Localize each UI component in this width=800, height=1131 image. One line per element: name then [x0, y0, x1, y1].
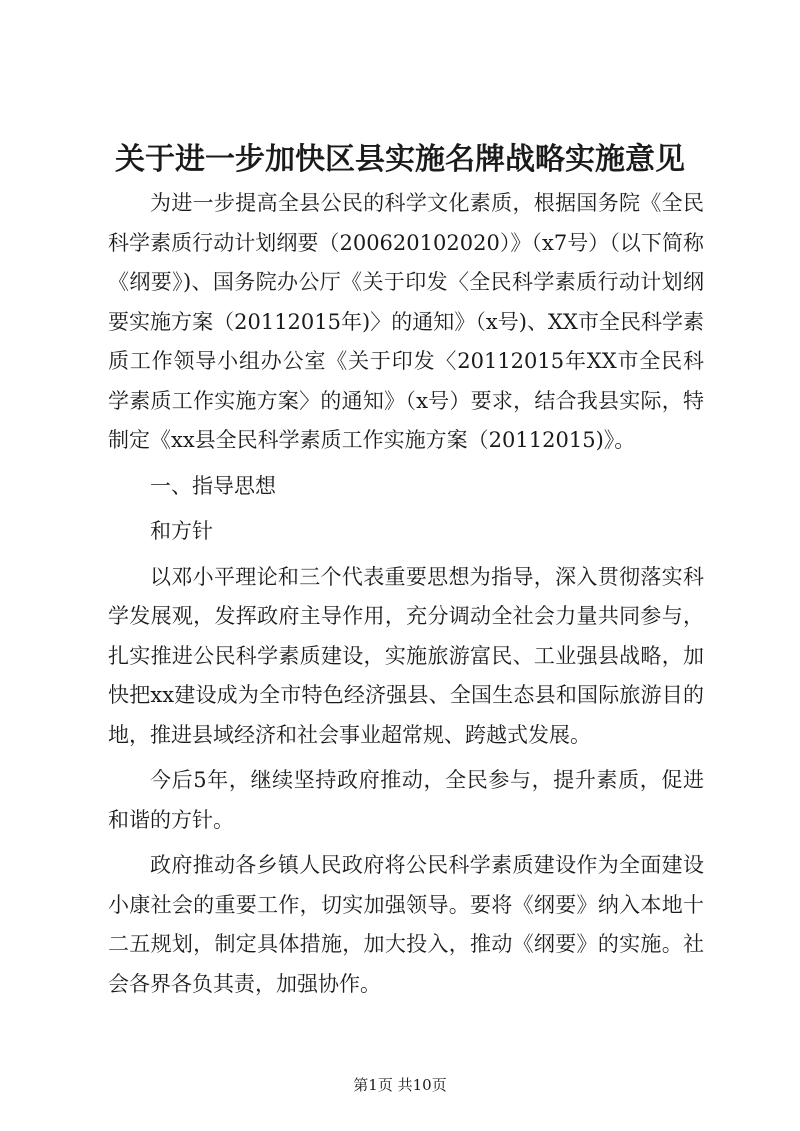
paragraph-government-promotion: 政府推动各乡镇人民政府将公民科学素质建设作为全面建设小康社会的重要工作，切实加强领导。要将《纲要》纳入本地十二五规划，制定具体措施，加大投入，推动《纲要》的实施。社会各界各负其责，加强协作。 [108, 853, 704, 996]
paragraph-guiding-ideology: 以邓小平理论和三个代表重要思想为指导，深入贯彻落实科学发展观，发挥政府主导作用，充分调动全社会力量共同参与，扎实推进公民科学素质建设，实施旅游富民、工业强县战略，加快把xx建设成为全市特色经济强县、全国生态县和国际旅游目的地，推进县域经济和社会事业超常规、跨越式发展。 [108, 564, 704, 747]
paragraph-policy: 今后5年，继续坚持政府推动，全民参与，提升素质，促进和谐的方针。 [108, 768, 704, 832]
document-title: 关于进一步加快区县实施名牌战略实施意见 [115, 142, 685, 177]
page-indicator: 第1页 共10页 [353, 1076, 447, 1094]
section-heading-policy: 和方针 [150, 519, 213, 543]
document-body [108, 184, 704, 1004]
paragraph-intro: 为进一步提高全县公民的科学文化素质，根据国务院《全民科学素质行动计划纲要（200620102020）》（x7号）（以下简称《纲要》)、国务院办公厅《关于印发〈全民科学素质行动计划纲要实施方案（20112015年)〉的通知》（x号)、XX市全民科学素质工作领导小组办公室《关于印发〈20112015年XX市全民科学素质工作实施方案〉的通知》（x号）要求，结合我县实际，特制定《xx县全民科学素质工作实施方案（20112015)》。 [108, 191, 704, 452]
section-heading-guiding-ideology: 一、指导思想 [150, 473, 276, 498]
